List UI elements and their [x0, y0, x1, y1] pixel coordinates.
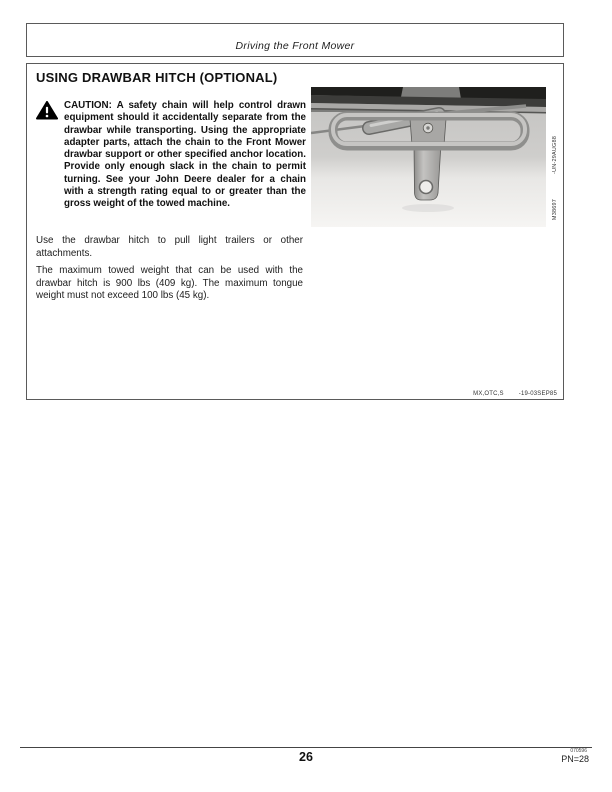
body-paragraph: The maximum towed weight that can be used with the drawbar hitch is 900 lbs (409 kg). The maximum tongue weight must not exceed 100 lbs (45 kg). [36, 265, 303, 302]
caution-text: CAUTION: A safety chain will help control drawn equipment should it accidentally separate from the drawbar while transporting. Using the appropriate adapter parts, attach the chain to the Front Mower drawbar support or other specified anchor location. Provide only enough slack in the chain to permit turning. See your John Deere dealer for a chain with a strength rating equal to or greater than the gross weight of the towed machine. [64, 100, 306, 210]
section-code-right: -19-03SEP85 [518, 391, 557, 397]
section-box [26, 63, 564, 400]
photo-id-code: -UN-29AUG88 [552, 136, 558, 174]
section-title: USING DRAWBAR HITCH (OPTIONAL) [36, 70, 278, 85]
body-paragraph: Use the drawbar hitch to pull light trailers or other attachments. [36, 235, 303, 259]
photo-number-code: M38697 [552, 199, 558, 221]
page-header [26, 23, 564, 57]
drawbar-hitch-photo [311, 87, 546, 227]
print-code: 070596 [570, 748, 587, 754]
warning-triangle-icon [36, 101, 58, 120]
running-title: Driving the Front Mower [235, 40, 355, 52]
section-footer-code [473, 391, 557, 397]
section-code-left: MX,OTC,S [473, 391, 504, 397]
pn-number: PN=28 [561, 754, 589, 764]
page-number: 26 [299, 750, 313, 764]
publication-number-block [561, 749, 589, 764]
footer-rule [20, 747, 592, 748]
caution-block [36, 100, 306, 211]
